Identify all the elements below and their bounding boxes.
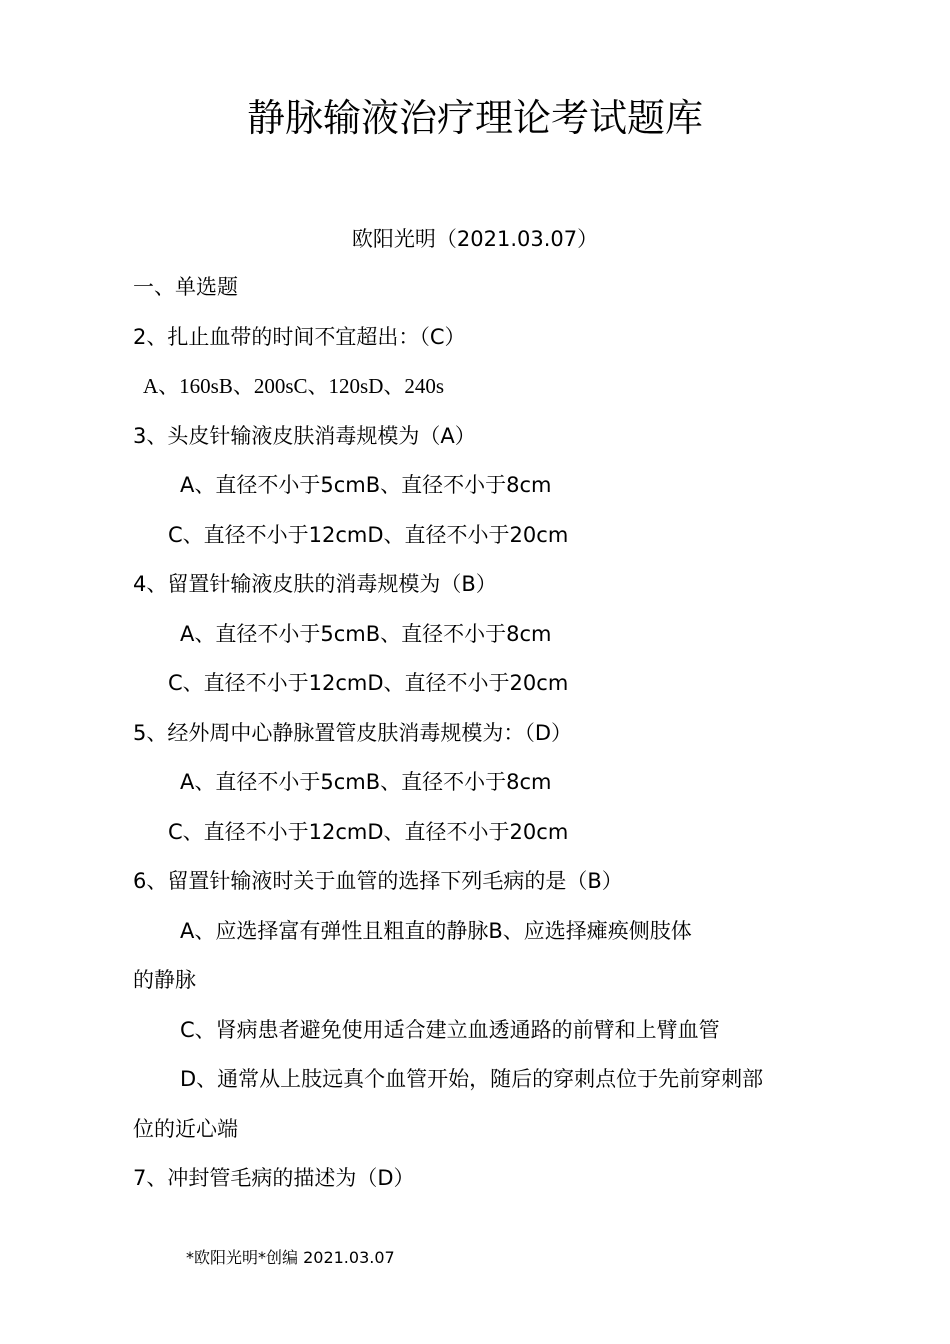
- question-5: 5、经外周中心静脉置管皮肤消毒规模为：（D）: [133, 721, 573, 745]
- question-2: 2、扎止血带的时间不宜超出：（C）: [133, 325, 466, 349]
- page-footer: *欧阳光明*创编 2021.03.07: [186, 1248, 395, 1267]
- question-6-option-d: D、通常从上肢远真个血管开始，随后的穿刺点位于先前穿刺部: [180, 1067, 764, 1091]
- question-3: 3、头皮针输液皮肤消毒规模为（A）: [133, 424, 476, 448]
- question-3-options-cd: C、直径不小于12cmD、直径不小于20cm: [168, 523, 569, 547]
- section-heading: 一、单选题: [133, 275, 238, 299]
- question-3-options-ab: A、直径不小于5cmB、直径不小于8cm: [180, 473, 552, 497]
- question-6-option-c: C、肾病患者避免使用适合建立血透通路的前臂和上臂血管: [180, 1018, 720, 1042]
- question-5-options-ab: A、直径不小于5cmB、直径不小于8cm: [180, 770, 552, 794]
- question-6-option-d-continued: 位的近心端: [133, 1117, 238, 1141]
- question-6-option-ab: A、应选择富有弹性且粗直的静脉B、应选择瘫痪侧肢体: [180, 919, 692, 943]
- question-4-options-ab: A、直径不小于5cmB、直径不小于8cm: [180, 622, 552, 646]
- question-5-options-cd: C、直径不小于12cmD、直径不小于20cm: [168, 820, 569, 844]
- question-2-options: A、160sB、200sC、120sD、240s: [143, 374, 445, 398]
- question-4: 4、留置针输液皮肤的消毒规模为（B）: [133, 572, 497, 596]
- question-6: 6、留置针输液时关于血管的选择下列毛病的是（B）: [133, 869, 623, 893]
- document-title: 静脉输液治疗理论考试题库: [246, 96, 703, 140]
- question-7: 7、冲封管毛病的描述为（D）: [133, 1166, 415, 1190]
- question-4-options-cd: C、直径不小于12cmD、直径不小于20cm: [168, 671, 569, 695]
- question-6-option-ab-continued: 的静脉: [133, 968, 196, 992]
- author-line: 欧阳光明（2021.03.07）: [351, 227, 599, 251]
